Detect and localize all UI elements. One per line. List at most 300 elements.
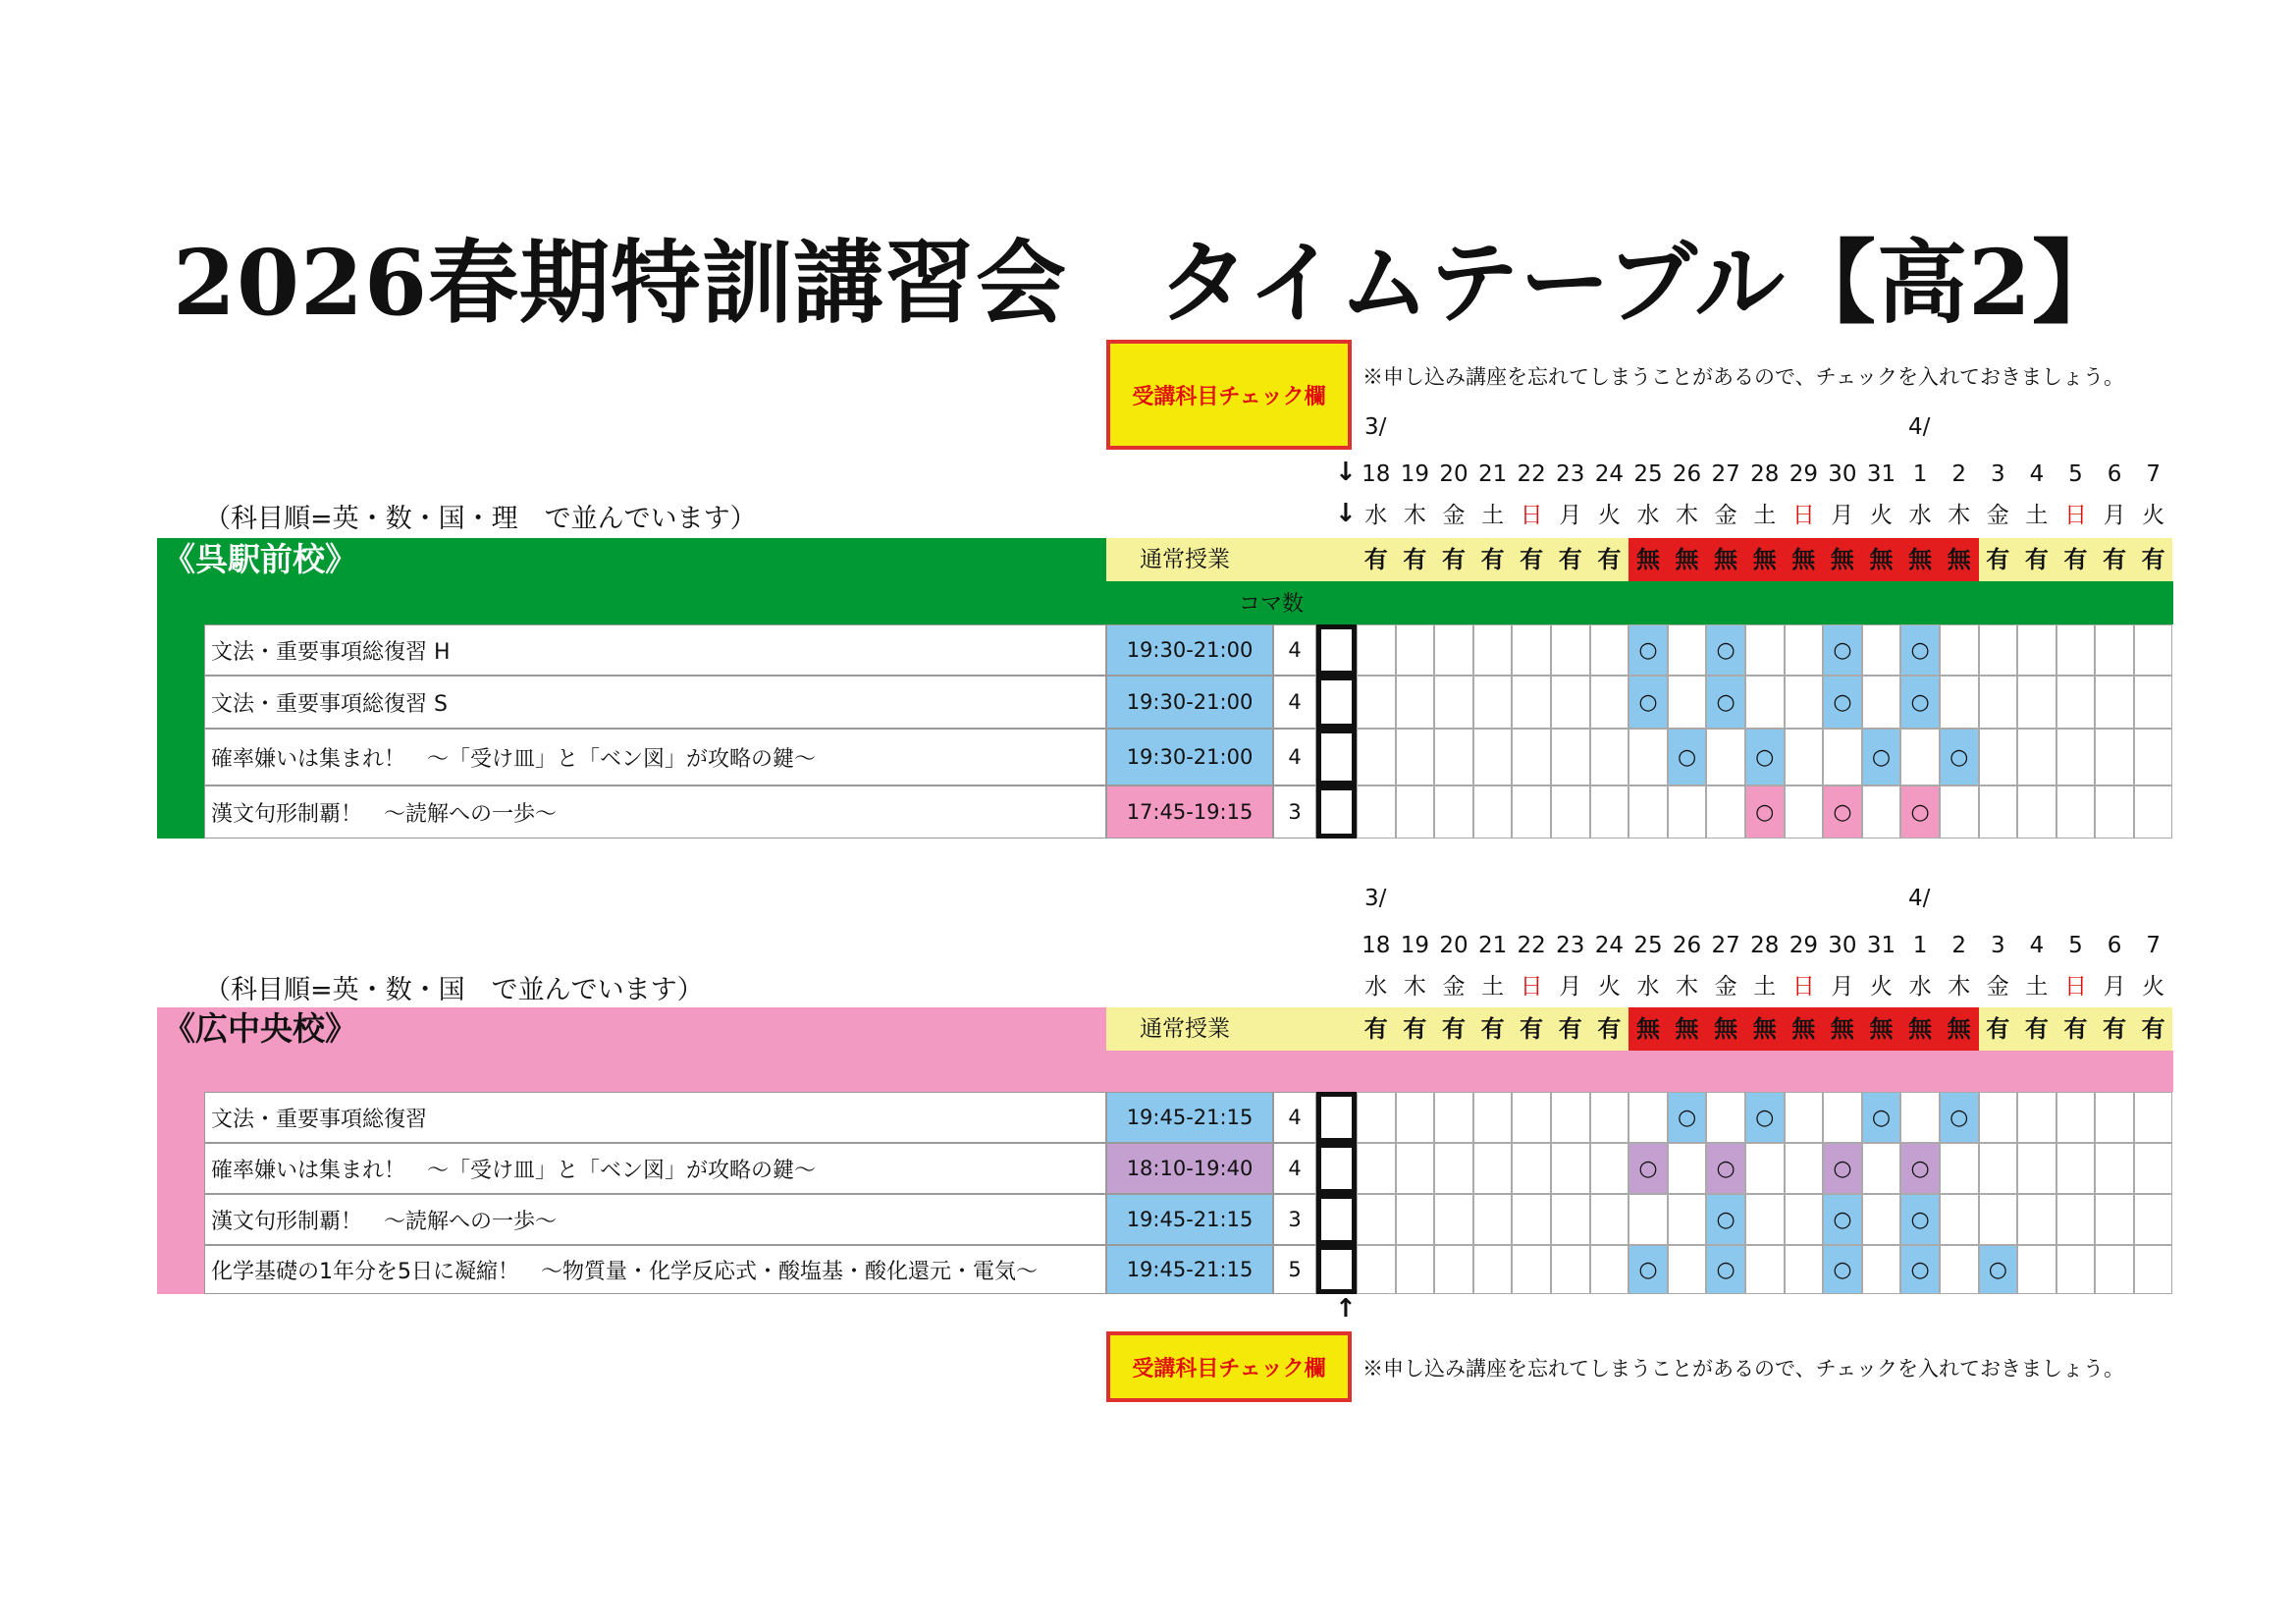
- schedule-grid: [1357, 1092, 2172, 1143]
- check-column-label-bottom: 受講科目チェック欄: [1106, 1331, 1352, 1402]
- weekday-cell: 火: [1597, 503, 1621, 528]
- enroll-checkbox[interactable]: [1316, 1194, 1357, 1245]
- schedule-cell: [1357, 1092, 1396, 1143]
- enroll-checkbox[interactable]: [1316, 729, 1357, 785]
- availability-cell: 無: [1862, 538, 1901, 581]
- schedule-cell: [1745, 1194, 1785, 1245]
- koma-count: 5: [1273, 1245, 1316, 1294]
- subject-order-note: （科目順=英・数・国・理 で並んでいます）: [204, 504, 757, 534]
- date-cell: 20: [1439, 933, 1468, 958]
- schedule-cell: [1785, 624, 1824, 676]
- down-arrow: ↓: [1335, 499, 1357, 528]
- koma-count: 4: [1273, 676, 1316, 729]
- date-cell: 22: [1517, 933, 1546, 958]
- schedule-cell: [1629, 729, 1668, 785]
- course-name: 化学基礎の1年分を5日に凝縮！ ～物質量・化学反応式・酸塩基・酸化還元・電気～: [204, 1245, 1106, 1294]
- schedule-cell: [2056, 1245, 2096, 1294]
- availability-cell: 有: [1551, 1007, 1590, 1051]
- schedule-cell: [1551, 1143, 1590, 1194]
- availability-cell: 無: [1745, 538, 1785, 581]
- schedule-grid: [1357, 785, 2172, 839]
- weekday-cell: 金: [1986, 503, 2009, 528]
- schedule-cell: [1590, 1143, 1629, 1194]
- reminder-note-top: ※申し込み講座を忘れてしまうことがあるので、チェックを入れておきましょう。: [1362, 365, 2124, 389]
- schedule-cell: [1785, 676, 1824, 729]
- koma-count: 4: [1273, 1143, 1316, 1194]
- schedule-cell: [1512, 676, 1551, 729]
- schedule-cell: [1785, 729, 1824, 785]
- schedule-cell: [1473, 1092, 1513, 1143]
- schedule-cell: [1940, 1194, 1979, 1245]
- schedule-cell: [1434, 624, 1473, 676]
- schedule-cell: [1979, 1092, 2018, 1143]
- schedule-cell: [1396, 1092, 1435, 1143]
- schedule-cell: [2134, 729, 2173, 785]
- availability-cell: 無: [1785, 1007, 1824, 1051]
- schedule-cell: [1473, 785, 1513, 839]
- availability-cell: 有: [2095, 538, 2134, 581]
- session-mark: ○: [1629, 1143, 1668, 1194]
- session-mark: ○: [1900, 785, 1940, 839]
- schedule-cell: [1745, 1143, 1785, 1194]
- enroll-checkbox[interactable]: [1316, 1092, 1357, 1143]
- schedule-cell: [1668, 1143, 1707, 1194]
- schedule-cell: [1862, 785, 1901, 839]
- schedule-cell: [1473, 729, 1513, 785]
- schedule-cell: [1668, 1194, 1707, 1245]
- weekday-cell: 月: [1831, 503, 1854, 528]
- date-cell: 1: [1912, 461, 1928, 487]
- schedule-cell: [1668, 676, 1707, 729]
- schedule-cell: [1512, 1245, 1551, 1294]
- date-cell: 29: [1789, 461, 1818, 487]
- schedule-cell: [1862, 624, 1901, 676]
- date-cell: 4: [2029, 933, 2045, 958]
- time-slot: 19:30-21:00: [1106, 729, 1273, 785]
- schedule-cell: [1940, 785, 1979, 839]
- availability-cell: 有: [1473, 538, 1513, 581]
- schedule-cell: [1745, 676, 1785, 729]
- schedule-cell: [2056, 624, 2096, 676]
- schedule-cell: [1551, 624, 1590, 676]
- schedule-cell: [1745, 1245, 1785, 1294]
- availability-cell: 有: [1979, 538, 2018, 581]
- schedule-cell: [1473, 624, 1513, 676]
- schedule-cell: [1785, 785, 1824, 839]
- schedule-cell: [1551, 729, 1590, 785]
- schedule-cell: [1590, 624, 1629, 676]
- schedule-cell: [1862, 676, 1901, 729]
- month-march: 3/: [1364, 886, 1387, 911]
- schedule-grid: [1357, 624, 2172, 676]
- weekday-cell: 土: [1753, 974, 1777, 1000]
- date-cell: 31: [1866, 933, 1896, 958]
- availability-cell: 無: [1745, 1007, 1785, 1051]
- regular-class-availability: [1357, 538, 2172, 581]
- date-cell: 23: [1556, 461, 1585, 487]
- date-cell: 18: [1362, 933, 1391, 958]
- weekday-cell: 土: [1753, 503, 1777, 528]
- date-cell: 5: [2068, 461, 2083, 487]
- availability-cell: 有: [2134, 538, 2173, 581]
- regular-class-label: 通常授業: [1106, 1007, 1357, 1051]
- session-mark: ○: [1940, 1092, 1979, 1143]
- date-cell: 4: [2029, 461, 2045, 487]
- weekday-cell: 金: [1714, 503, 1737, 528]
- campus-name-hiro: 《広中央校》: [163, 1009, 357, 1048]
- schedule-cell: [1629, 785, 1668, 839]
- date-cell: 7: [2146, 933, 2161, 958]
- availability-cell: 無: [1940, 538, 1979, 581]
- schedule-cell: [1551, 1245, 1590, 1294]
- schedule-cell: [1357, 1245, 1396, 1294]
- weekday-cell: 土: [2025, 503, 2049, 528]
- up-arrow: ↑: [1335, 1294, 1357, 1324]
- weekday-cell: 日: [2063, 974, 2087, 1000]
- schedule-cell: [1590, 1194, 1629, 1245]
- schedule-cell: [2017, 785, 2056, 839]
- schedule-cell: [1590, 1245, 1629, 1294]
- schedule-cell: [2134, 1092, 2173, 1143]
- schedule-cell: [1551, 785, 1590, 839]
- time-slot: 19:45-21:15: [1106, 1092, 1273, 1143]
- schedule-cell: [2095, 676, 2134, 729]
- schedule-cell: [1823, 1092, 1862, 1143]
- schedule-cell: [1396, 1194, 1435, 1245]
- time-slot: 19:30-21:00: [1106, 624, 1273, 676]
- schedule-cell: [1434, 1143, 1473, 1194]
- schedule-cell: [1785, 1092, 1824, 1143]
- session-mark: ○: [1823, 1143, 1862, 1194]
- weekday-cell: 月: [2103, 503, 2126, 528]
- session-mark: ○: [1900, 624, 1940, 676]
- date-cell: 7: [2146, 461, 2161, 487]
- schedule-cell: [2095, 1194, 2134, 1245]
- campus-band-hiro: [157, 1051, 2173, 1092]
- schedule-cell: [1979, 624, 2018, 676]
- schedule-cell: [1357, 729, 1396, 785]
- schedule-cell: [2095, 785, 2134, 839]
- weekday-cell: 土: [1481, 503, 1505, 528]
- schedule-cell: [1629, 1194, 1668, 1245]
- schedule-cell: [2095, 1092, 2134, 1143]
- schedule-cell: [2056, 785, 2096, 839]
- availability-cell: 無: [1940, 1007, 1979, 1051]
- schedule-cell: [2095, 1245, 2134, 1294]
- weekday-cell: 月: [2103, 974, 2126, 1000]
- weekday-cell: 火: [1870, 503, 1894, 528]
- schedule-cell: [2056, 1092, 2096, 1143]
- availability-cell: 有: [2017, 1007, 2056, 1051]
- koma-count: 3: [1273, 1194, 1316, 1245]
- check-column-label-top: 受講科目チェック欄: [1106, 340, 1352, 450]
- schedule-cell: [1551, 676, 1590, 729]
- availability-cell: 無: [1706, 538, 1745, 581]
- schedule-cell: [1357, 1194, 1396, 1245]
- enroll-checkbox[interactable]: [1316, 676, 1357, 729]
- schedule-cell: [1940, 1143, 1979, 1194]
- schedule-cell: [1785, 1143, 1824, 1194]
- availability-cell: 有: [1434, 1007, 1473, 1051]
- schedule-cell: [1396, 785, 1435, 839]
- schedule-grid: [1357, 1245, 2172, 1294]
- enroll-checkbox[interactable]: [1316, 785, 1357, 839]
- date-cell: 26: [1672, 461, 1702, 487]
- weekday-cell: 月: [1831, 974, 1854, 1000]
- weekday-cell: 日: [1791, 974, 1815, 1000]
- schedule-cell: [1357, 785, 1396, 839]
- weekday-cell: 木: [1948, 974, 1971, 1000]
- schedule-cell: [1940, 1245, 1979, 1294]
- weekday-cell: 日: [1791, 503, 1815, 528]
- date-cell: 20: [1439, 461, 1468, 487]
- availability-cell: 有: [2017, 538, 2056, 581]
- schedule-cell: [1357, 676, 1396, 729]
- date-cell: 24: [1594, 933, 1624, 958]
- schedule-cell: [1862, 1245, 1901, 1294]
- weekday-cell: 月: [1559, 974, 1582, 1000]
- schedule-cell: [1396, 729, 1435, 785]
- availability-cell: 有: [1396, 538, 1435, 581]
- schedule-cell: [2017, 624, 2056, 676]
- date-cell: 22: [1517, 461, 1546, 487]
- session-mark: ○: [1629, 624, 1668, 676]
- schedule-cell: [1668, 624, 1707, 676]
- schedule-cell: [1900, 1092, 1940, 1143]
- session-mark: ○: [1900, 1143, 1940, 1194]
- session-mark: ○: [1706, 1245, 1745, 1294]
- session-mark: ○: [1823, 624, 1862, 676]
- schedule-cell: [1512, 624, 1551, 676]
- availability-cell: 有: [1590, 1007, 1629, 1051]
- date-cell: 25: [1633, 933, 1663, 958]
- schedule-cell: [2134, 1245, 2173, 1294]
- koma-count: 4: [1273, 1092, 1316, 1143]
- schedule-cell: [1434, 1092, 1473, 1143]
- schedule-cell: [1473, 1194, 1513, 1245]
- weekday-cell: 水: [1908, 503, 1932, 528]
- schedule-grid: [1357, 1143, 2172, 1194]
- weekday-cell: 日: [1520, 503, 1543, 528]
- schedule-cell: [1357, 1143, 1396, 1194]
- schedule-cell: [1396, 676, 1435, 729]
- date-cell: 18: [1362, 461, 1391, 487]
- weekday-cell: 水: [1364, 974, 1388, 1000]
- campus-side-hiro: [157, 1092, 204, 1294]
- availability-cell: 有: [1434, 538, 1473, 581]
- date-cell: 3: [1990, 461, 2005, 487]
- weekday-cell: 水: [1636, 503, 1660, 528]
- weekday-cell: 水: [1908, 974, 1932, 1000]
- time-slot: 19:45-21:15: [1106, 1194, 1273, 1245]
- date-cell: 2: [1951, 933, 1967, 958]
- schedule-cell: [1706, 729, 1745, 785]
- schedule-cell: [1979, 1194, 2018, 1245]
- availability-cell: 有: [1551, 538, 1590, 581]
- schedule-cell: [1979, 785, 2018, 839]
- schedule-cell: [1396, 624, 1435, 676]
- weekday-cell: 水: [1636, 974, 1660, 1000]
- availability-cell: 無: [1900, 1007, 1940, 1051]
- schedule-cell: [2056, 1194, 2096, 1245]
- schedule-cell: [1862, 1143, 1901, 1194]
- schedule-cell: [1512, 1194, 1551, 1245]
- schedule-cell: [1940, 676, 1979, 729]
- schedule-cell: [2095, 729, 2134, 785]
- availability-cell: 有: [1512, 1007, 1551, 1051]
- subject-order-note: （科目順=英・数・国 で並んでいます）: [204, 975, 704, 1005]
- availability-cell: 無: [1706, 1007, 1745, 1051]
- availability-cell: 無: [1900, 538, 1940, 581]
- date-cell: 23: [1556, 933, 1585, 958]
- availability-cell: 有: [2056, 1007, 2096, 1051]
- session-mark: ○: [1706, 1143, 1745, 1194]
- weekday-cell: 木: [1676, 503, 1699, 528]
- session-mark: ○: [1900, 676, 1940, 729]
- schedule-cell: [1473, 676, 1513, 729]
- date-cell: 21: [1477, 933, 1508, 958]
- schedule-cell: [1979, 729, 2018, 785]
- course-name: 文法・重要事項総復習 H: [204, 624, 1106, 676]
- session-mark: ○: [1823, 785, 1862, 839]
- schedule-cell: [2056, 729, 2096, 785]
- weekday-cell: 金: [1986, 974, 2009, 1000]
- weekday-cell: 木: [1676, 974, 1699, 1000]
- schedule-cell: [2134, 676, 2173, 729]
- schedule-cell: [1434, 785, 1473, 839]
- weekday-cell: 日: [1520, 974, 1543, 1000]
- enroll-checkbox[interactable]: [1316, 1143, 1357, 1194]
- session-mark: ○: [1706, 1194, 1745, 1245]
- date-cell: 19: [1400, 461, 1430, 487]
- weekday-cell: 火: [2142, 503, 2165, 528]
- weekday-cell: 水: [1364, 503, 1388, 528]
- schedule-cell: [1357, 624, 1396, 676]
- date-cell: 1: [1912, 933, 1928, 958]
- course-name: 確率嫌いは集まれ！ ～「受け皿」と「ベン図」が攻略の鍵～: [204, 729, 1106, 785]
- date-cell: 6: [2107, 933, 2122, 958]
- course-name: 文法・重要事項総復習: [204, 1092, 1106, 1143]
- time-slot: 19:45-21:15: [1106, 1245, 1273, 1294]
- availability-cell: 無: [1862, 1007, 1901, 1051]
- schedule-cell: [1434, 676, 1473, 729]
- date-cell: 30: [1828, 933, 1857, 958]
- schedule-cell: [1668, 785, 1707, 839]
- month-april: 4/: [1908, 886, 1931, 911]
- session-mark: ○: [1900, 1194, 1940, 1245]
- schedule-cell: [2056, 1143, 2096, 1194]
- schedule-cell: [2134, 1194, 2173, 1245]
- schedule-cell: [2017, 729, 2056, 785]
- schedule-cell: [2095, 624, 2134, 676]
- schedule-cell: [1396, 1143, 1435, 1194]
- koma-count: 4: [1273, 729, 1316, 785]
- schedule-cell: [2017, 1245, 2056, 1294]
- schedule-cell: [1512, 1143, 1551, 1194]
- date-cell: 27: [1711, 461, 1740, 487]
- schedule-cell: [1940, 624, 1979, 676]
- month-march: 3/: [1364, 414, 1387, 440]
- date-cell: 29: [1789, 933, 1818, 958]
- weekday-cell: 木: [1403, 974, 1426, 1000]
- schedule-cell: [2134, 785, 2173, 839]
- date-row: [1357, 456, 2172, 493]
- date-cell: 30: [1828, 461, 1857, 487]
- schedule-cell: [1629, 1092, 1668, 1143]
- schedule-cell: [2017, 1092, 2056, 1143]
- schedule-cell: [1434, 1194, 1473, 1245]
- weekday-cell: 火: [2142, 974, 2165, 1000]
- date-row: [1357, 927, 2172, 964]
- session-mark: ○: [1979, 1245, 2018, 1294]
- weekday-cell: 日: [2063, 503, 2087, 528]
- schedule-grid: [1357, 1194, 2172, 1245]
- course-name: 文法・重要事項総復習 S: [204, 676, 1106, 729]
- down-arrow: ↓: [1335, 458, 1357, 487]
- session-mark: ○: [1823, 676, 1862, 729]
- availability-cell: 有: [2095, 1007, 2134, 1051]
- schedule-cell: [1396, 1245, 1435, 1294]
- session-mark: ○: [1940, 729, 1979, 785]
- session-mark: ○: [1745, 1092, 1785, 1143]
- schedule-cell: [1590, 729, 1629, 785]
- koma-count-label: コマ数: [1239, 592, 1305, 617]
- enroll-checkbox[interactable]: [1316, 624, 1357, 676]
- month-april: 4/: [1908, 414, 1931, 440]
- date-cell: 24: [1594, 461, 1624, 487]
- weekday-cell: 土: [1481, 974, 1505, 1000]
- schedule-cell: [2134, 624, 2173, 676]
- session-mark: ○: [1745, 785, 1785, 839]
- schedule-cell: [1551, 1194, 1590, 1245]
- date-cell: 19: [1400, 933, 1430, 958]
- date-cell: 28: [1750, 461, 1780, 487]
- date-cell: 25: [1633, 461, 1663, 487]
- session-mark: ○: [1900, 1245, 1940, 1294]
- availability-cell: 有: [1357, 538, 1396, 581]
- availability-cell: 有: [1979, 1007, 2018, 1051]
- session-mark: ○: [1745, 729, 1785, 785]
- date-cell: 31: [1866, 461, 1896, 487]
- date-cell: 21: [1477, 461, 1508, 487]
- campus-band-kure: [157, 581, 2173, 624]
- session-mark: ○: [1629, 676, 1668, 729]
- campus-name-kure: 《呉駅前校》: [163, 540, 357, 578]
- schedule-cell: [1706, 785, 1745, 839]
- schedule-cell: [1590, 676, 1629, 729]
- schedule-cell: [1473, 1143, 1513, 1194]
- session-mark: ○: [1862, 1092, 1901, 1143]
- availability-cell: 有: [1357, 1007, 1396, 1051]
- availability-cell: 有: [1590, 538, 1629, 581]
- schedule-cell: [2134, 1143, 2173, 1194]
- weekday-cell: 金: [1714, 974, 1737, 1000]
- time-slot: 17:45-19:15: [1106, 785, 1273, 839]
- date-cell: 6: [2107, 461, 2122, 487]
- schedule-cell: [1979, 1143, 2018, 1194]
- regular-class-availability: [1357, 1007, 2172, 1051]
- availability-cell: 無: [1785, 538, 1824, 581]
- schedule-cell: [1512, 785, 1551, 839]
- session-mark: ○: [1862, 729, 1901, 785]
- schedule-cell: [1512, 729, 1551, 785]
- weekday-cell: 土: [2025, 974, 2049, 1000]
- schedule-cell: [1434, 729, 1473, 785]
- schedule-cell: [2056, 676, 2096, 729]
- weekday-cell: 火: [1870, 974, 1894, 1000]
- session-mark: ○: [1629, 1245, 1668, 1294]
- enroll-checkbox[interactable]: [1316, 1245, 1357, 1294]
